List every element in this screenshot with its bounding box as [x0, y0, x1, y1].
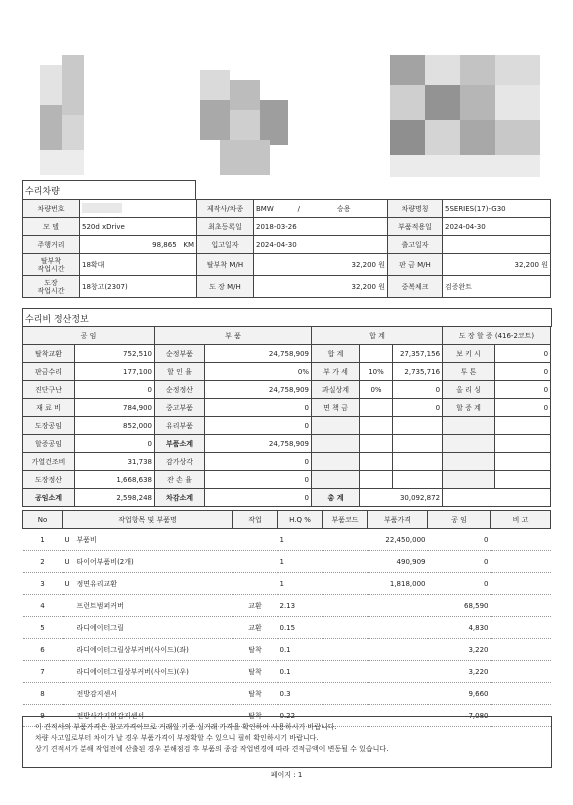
car-name-label: 차량명칭 [388, 200, 443, 218]
settle-cell-i: 0 [495, 399, 551, 417]
settle-cell-i [495, 435, 551, 453]
settle-row [23, 363, 551, 381]
item-cell-price: 22,450,000 [368, 529, 428, 551]
settle-cell-c: 잔 손 율 [155, 471, 205, 489]
item-cell-labor: 3,220 [428, 661, 491, 683]
settle-cell-g: 27,357,156 [393, 345, 443, 363]
item-cell-note [491, 661, 551, 683]
item-cell-name [63, 595, 233, 617]
items-header-code: 부품코드 [323, 511, 368, 529]
settle-cell-g [393, 435, 443, 453]
deduct-subtotal-value: 0 [205, 489, 312, 507]
item-cell-note [491, 617, 551, 639]
table-row [23, 639, 551, 661]
item-cell-price [368, 683, 428, 705]
table-row [23, 683, 551, 705]
in-date-value: 2024-04-30 [254, 236, 388, 254]
table-row [23, 595, 551, 617]
item-flag: U [64, 557, 70, 566]
item-cell-work: 탈착 [233, 705, 278, 727]
parts-header: 부 품 [155, 327, 312, 345]
item-cell-labor: 0 [428, 551, 491, 573]
mileage-label: 주행거리 [23, 236, 80, 254]
settle-cell-h: 할 증 계 [443, 399, 495, 417]
deduct-subtotal-label: 차감소계 [155, 489, 205, 507]
paint-rate-value: 32,200 원 [254, 276, 388, 298]
settle-cell-d: 0% [205, 363, 312, 381]
settle-cell-b: 177,100 [75, 363, 155, 381]
item-cell-code [323, 573, 368, 595]
item-cell-code [323, 683, 368, 705]
item-cell-no: 2 [23, 551, 63, 573]
settle-cell-e: 부 가 세 [312, 363, 360, 381]
item-cell-hq: 0.1 [278, 661, 323, 683]
item-name: 정면유리교환 [76, 579, 118, 588]
settle-cell-c: 중고부품 [155, 399, 205, 417]
settle-cell-d: 24,758,909 [205, 435, 312, 453]
settle-row [23, 453, 551, 471]
settle-cell-c: 할 인 율 [155, 363, 205, 381]
settle-cell-c: 순정정산 [155, 381, 205, 399]
table-row [23, 573, 551, 595]
settle-cell-e: 합 계 [312, 345, 360, 363]
settle-cell-i [495, 471, 551, 489]
car-no-value [80, 200, 197, 218]
settle-cell-f [360, 435, 393, 453]
settle-cell-i: 0 [495, 381, 551, 399]
grand-total-blank [443, 489, 551, 507]
item-cell-note [491, 551, 551, 573]
pixelated-header-mid [200, 70, 290, 180]
item-cell-name [63, 529, 233, 551]
table-row [23, 551, 551, 573]
settle-cell-h: 투 톤 [443, 363, 495, 381]
settle-cell-f: 10% [360, 363, 393, 381]
settle-cell-h [443, 471, 495, 489]
settle-cell-a: 도장공임 [23, 417, 75, 435]
settle-cell-d: 24,758,909 [205, 381, 312, 399]
detach-time-value: 18확대 [80, 254, 197, 276]
vehicle-section-title: 수리차량 [25, 187, 60, 197]
items-header-labor: 공 임 [428, 511, 491, 529]
items-header-work: 작업 [233, 511, 278, 529]
settle-cell-d: 0 [205, 453, 312, 471]
settle-cell-e [312, 453, 360, 471]
maker-label: 제작사/차종 [197, 200, 254, 218]
paint-time-label: 도장 작업시간 [23, 276, 80, 298]
item-cell-hq: 0.22 [278, 705, 323, 727]
settle-cell-f [360, 345, 393, 363]
out-date-value [443, 236, 551, 254]
settle-cell-h: 올 리 싱 [443, 381, 495, 399]
settle-cell-c: 부품소계 [155, 435, 205, 453]
paint-time-value: 18창고(2307) [80, 276, 197, 298]
settle-cell-i: 0 [495, 363, 551, 381]
item-cell-note [491, 595, 551, 617]
item-cell-price: 1,818,000 [368, 573, 428, 595]
item-cell-hq: 0.3 [278, 683, 323, 705]
parts-date-value: 2024-04-30 [443, 218, 551, 236]
detach-time-label: 탈부착 작업시간 [23, 254, 80, 276]
sheet-rate-label: 판 금 M/H [388, 254, 443, 276]
item-cell-work [233, 573, 278, 595]
settle-cell-i [495, 453, 551, 471]
item-name: 전방사각지역감지센서 [76, 711, 145, 720]
item-cell-code [323, 529, 368, 551]
item-cell-labor: 0 [428, 573, 491, 595]
paint-rate-label: 도 장 M/H [197, 276, 254, 298]
settle-cell-g: 2,735,716 [393, 363, 443, 381]
settle-row [23, 381, 551, 399]
item-cell-labor: 4,830 [428, 617, 491, 639]
settle-cell-c: 감가상각 [155, 453, 205, 471]
item-cell-code [323, 639, 368, 661]
settle-cell-g: 0 [393, 381, 443, 399]
settle-cell-d: 0 [205, 417, 312, 435]
model-label: 모 델 [23, 218, 80, 236]
labor-header: 공 임 [23, 327, 155, 345]
settle-cell-h: 보 키 시 [443, 345, 495, 363]
items-header-note: 비 고 [491, 511, 551, 529]
settle-section-title: 수리비 정산정보 [25, 315, 89, 325]
settle-cell-d: 0 [205, 399, 312, 417]
settle-cell-b: 0 [75, 381, 155, 399]
item-cell-labor: 7,080 [428, 705, 491, 727]
settle-cell-d: 24,758,909 [205, 345, 312, 363]
mileage-value: 98,865 KM [80, 236, 197, 254]
in-date-label: 입고일자 [197, 236, 254, 254]
settle-cell-f [360, 399, 393, 417]
settle-cell-f: 0% [360, 381, 393, 399]
item-cell-name [63, 551, 233, 573]
item-cell-note [491, 683, 551, 705]
settle-cell-a: 탈착교환 [23, 345, 75, 363]
settle-cell-a: 진단구난 [23, 381, 75, 399]
settle-cell-g [393, 417, 443, 435]
settle-cell-c: 유리부품 [155, 417, 205, 435]
item-cell-hq: 1 [278, 551, 323, 573]
settle-cell-g [393, 471, 443, 489]
vehicle-title-box [22, 180, 196, 200]
settle-cell-a: 판금수리 [23, 363, 75, 381]
item-cell-hq: 1 [278, 529, 323, 551]
item-cell-name [63, 683, 233, 705]
settle-row [23, 417, 551, 435]
settle-cell-f [360, 471, 393, 489]
item-cell-hq: 2.13 [278, 595, 323, 617]
item-cell-name [63, 573, 233, 595]
item-name: 전방감지센서 [76, 689, 118, 698]
settle-cell-i: 0 [495, 345, 551, 363]
labor-subtotal-label: 공임소계 [23, 489, 75, 507]
item-cell-code [323, 551, 368, 573]
settle-cell-e [312, 435, 360, 453]
item-cell-labor: 3,220 [428, 639, 491, 661]
settle-cell-b: 752,510 [75, 345, 155, 363]
detach-rate-label: 탈부착 M/H [197, 254, 254, 276]
paint-surcharge-header: 도 장 할 증 (416-2코트) [443, 327, 551, 345]
item-cell-note [491, 639, 551, 661]
settle-cell-e: 과실상계 [312, 381, 360, 399]
item-cell-name [63, 661, 233, 683]
item-cell-work: 탈착 [233, 661, 278, 683]
item-cell-labor: 0 [428, 529, 491, 551]
first-reg-label: 최초등록일 [197, 218, 254, 236]
item-cell-work [233, 551, 278, 573]
notes-box [22, 716, 552, 768]
detach-rate-value: 32,200 원 [254, 254, 388, 276]
item-cell-work: 탈착 [233, 683, 278, 705]
settle-cell-e [312, 471, 360, 489]
item-cell-price: 490,909 [368, 551, 428, 573]
settle-row [23, 471, 551, 489]
note-line: 차량 사고일로부터 차이가 날 경우 부품가격이 부정확할 수 있으니 필히 확인하시기 바랍니다. [35, 734, 319, 742]
settle-cell-f [360, 453, 393, 471]
settle-cell-a: 재 료 비 [23, 399, 75, 417]
settle-cell-b: 31,738 [75, 453, 155, 471]
maker-value: BMW / 승용 [254, 200, 388, 218]
item-cell-note [491, 573, 551, 595]
item-cell-name [63, 639, 233, 661]
settle-cell-f [360, 417, 393, 435]
note-line: 상기 견적서가 분해 작업전에 산출된 경우 분해점검 후 부품의 종감 작업변경에 따라 견적금액이 변동될 수 있습니다. [35, 745, 389, 753]
item-cell-hq: 0.1 [278, 639, 323, 661]
settle-cell-a: 도장정산 [23, 471, 75, 489]
page-number: 페이지 : 1 [270, 771, 303, 779]
item-cell-hq: 0.15 [278, 617, 323, 639]
car-no-label: 차량번호 [23, 200, 80, 218]
items-table [22, 510, 551, 727]
first-reg-value: 2018-03-26 [254, 218, 388, 236]
item-cell-price [368, 661, 428, 683]
item-cell-price [368, 595, 428, 617]
item-cell-note [491, 529, 551, 551]
settle-cell-a: 가열건조비 [23, 453, 75, 471]
labor-subtotal-value: 2,598,248 [75, 489, 155, 507]
model-value: 520d xDrive [80, 218, 197, 236]
item-name: 라디에이터그릴상부커버(사이드)(우) [76, 667, 189, 676]
item-name: 라디에이터그릴상부커버(사이드)(좌) [76, 645, 189, 654]
item-flag: U [64, 535, 70, 544]
settle-cell-h [443, 417, 495, 435]
car-name-value: 5SERIES(17)-G30 [443, 200, 551, 218]
settle-cell-b: 1,668,638 [75, 471, 155, 489]
settle-table [22, 326, 551, 507]
pixelated-header-right [390, 55, 550, 180]
settle-cell-d: 0 [205, 471, 312, 489]
item-cell-no: 3 [23, 573, 63, 595]
items-header-no: No [23, 511, 63, 529]
table-row [23, 529, 551, 551]
vehicle-info-table [22, 199, 551, 298]
item-name: 라디에이터그릴 [76, 623, 124, 632]
settle-row [23, 399, 551, 417]
settle-cell-g: 0 [393, 399, 443, 417]
item-cell-no: 8 [23, 683, 63, 705]
item-cell-hq: 1 [278, 573, 323, 595]
item-name: 프런트범퍼커버 [76, 601, 124, 610]
item-cell-work: 탈착 [233, 639, 278, 661]
settle-cell-h [443, 453, 495, 471]
item-flag: U [64, 579, 70, 588]
items-header-hq: H.Q % [278, 511, 323, 529]
grand-total-value: 30,092,872 [360, 489, 443, 507]
item-cell-no: 1 [23, 529, 63, 551]
item-cell-no: 4 [23, 595, 63, 617]
settle-cell-h [443, 435, 495, 453]
settle-cell-b: 852,000 [75, 417, 155, 435]
settle-cell-e: 면 책 금 [312, 399, 360, 417]
settle-cell-e [312, 417, 360, 435]
pixelated-header-left [40, 55, 100, 180]
note-line: 이 견적서의 부품가격은 참고가격이므로 거래일 기준 실거래 가격을 확인하여 사용하시기 바랍니다. [35, 723, 337, 731]
item-cell-price [368, 639, 428, 661]
items-header-price: 부품가격 [368, 511, 428, 529]
item-cell-no: 6 [23, 639, 63, 661]
total-header: 합 계 [312, 327, 443, 345]
item-cell-work: 교환 [233, 617, 278, 639]
item-cell-code [323, 617, 368, 639]
dup-check-value: 검증완트 [443, 276, 551, 298]
parts-date-label: 부품적용일 [388, 218, 443, 236]
item-cell-work: 교환 [233, 595, 278, 617]
item-name: 타이어부품비(2개) [76, 557, 134, 566]
settle-row [23, 435, 551, 453]
settle-cell-g [393, 453, 443, 471]
grand-total-label: 총 계 [312, 489, 360, 507]
item-cell-labor: 68,590 [428, 595, 491, 617]
item-cell-name [63, 617, 233, 639]
table-row [23, 617, 551, 639]
dup-check-label: 중복체크 [388, 276, 443, 298]
table-row [23, 661, 551, 683]
item-cell-no: 9 [23, 705, 63, 727]
out-date-label: 출고일자 [388, 236, 443, 254]
settle-cell-c: 순정부품 [155, 345, 205, 363]
settle-cell-b: 784,900 [75, 399, 155, 417]
item-cell-labor: 9,660 [428, 683, 491, 705]
item-cell-work [233, 529, 278, 551]
settle-row [23, 345, 551, 363]
settle-cell-a: 할증공임 [23, 435, 75, 453]
settle-title-box [22, 308, 552, 327]
sheet-rate-value: 32,200 원 [443, 254, 551, 276]
items-header-name: 작업항목 및 부품명 [63, 511, 233, 529]
item-cell-code [323, 661, 368, 683]
item-cell-no: 7 [23, 661, 63, 683]
item-name: 부품비 [76, 535, 97, 544]
settle-cell-b: 0 [75, 435, 155, 453]
item-cell-price [368, 617, 428, 639]
item-cell-code [323, 595, 368, 617]
item-cell-no: 5 [23, 617, 63, 639]
settle-cell-i [495, 417, 551, 435]
